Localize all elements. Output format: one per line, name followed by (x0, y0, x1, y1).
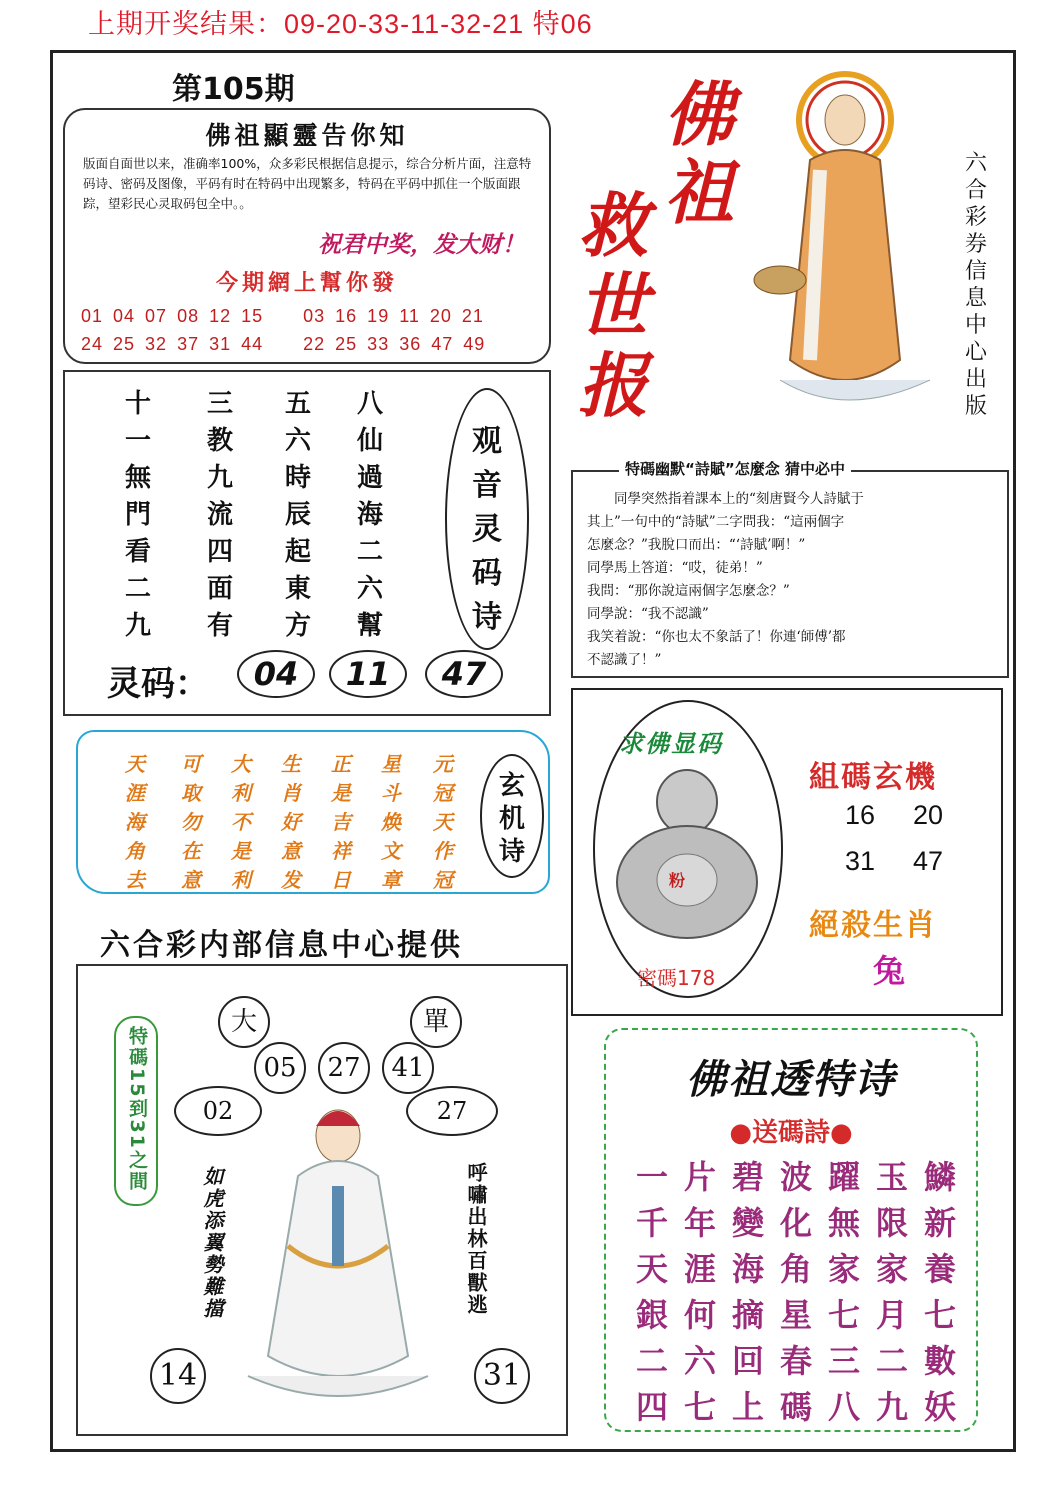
poem-column: 五 六 時 辰 起 東 方 (284, 389, 311, 641)
humor-panel (571, 460, 1009, 678)
main-title-2: 救 世 报 (578, 184, 648, 427)
dan-circle: 單 (410, 996, 462, 1048)
laughing-buddha-oval (593, 700, 783, 998)
provider-text: 六合彩内部信息中心提供 (100, 928, 463, 963)
main-title-1: 佛 祖 (664, 73, 734, 234)
top-number: 41 (382, 1042, 434, 1094)
humor-line: 同學突然指着課本上的“刻唐賢今人詩賦于 (614, 491, 864, 507)
zuma-number: 16 (845, 800, 876, 830)
xuanji-title: 玄 机 诗 (498, 771, 525, 867)
bottom-left-number: 14 (150, 1348, 206, 1404)
top-number: 27 (318, 1042, 370, 1094)
xuanji-column: 星 斗 焕 文 章 (381, 752, 401, 892)
humor-line: 其上”一句中的“詩賦”二字問我：“這兩個字 (587, 514, 845, 530)
jue-value: 兔 (873, 952, 906, 990)
bottom-right-number: 31 (474, 1348, 530, 1404)
buddha-figure (740, 60, 950, 420)
guanyin-panel (76, 964, 568, 1436)
left-poem: 如虎添翼勢難擋 (200, 1166, 224, 1320)
number-row-2: 24 25 32 37 31 44 22 25 33 36 47 49 (81, 334, 486, 354)
xuanji-column: 大 利 不 是 利 (231, 752, 251, 892)
zuma-number: 31 (845, 846, 876, 876)
poem-column: 三 教 九 流 四 面 有 (206, 389, 233, 641)
xuanji-column: 元 冠 天 作 冠 (433, 752, 453, 892)
buddha-title: 求佛显码 (619, 730, 723, 758)
humor-line: 同學說：“我不認識” (587, 606, 709, 622)
right-poem: 呼嘯出林百獸逃 (464, 1162, 488, 1316)
zuma-panel (571, 688, 1003, 1016)
svg-text:粉: 粉 (669, 871, 686, 890)
xuanji-column: 生 肖 好 意 发 (281, 752, 301, 892)
previous-result: 上期开奖结果：09-20-33-11-32-21 特06 (88, 9, 593, 39)
xuanji-panel (76, 730, 550, 894)
intro-slogan: 祝君中奖，发大财！ (318, 232, 525, 258)
xuanji-title-oval (480, 754, 544, 878)
humor-body (587, 488, 997, 672)
xuanji-column: 可 取 勿 在 意 (181, 752, 201, 892)
poem-column: 八 仙 過 海 二 六 幫 (356, 389, 383, 641)
poem2-subtitle: ●送碼詩● (729, 1118, 853, 1148)
poem2-column: 波 化 角 星 春 碼 (779, 1158, 812, 1426)
poem-title: 观 音 灵 码 诗 (472, 424, 502, 635)
zuma-title: 組碼玄機 (809, 760, 937, 795)
xuanji-column: 正 是 吉 祥 日 (331, 752, 351, 892)
lingma-number: 04 (237, 650, 315, 698)
mima-text: 密碼178 (637, 966, 716, 990)
humor-line: 我笑着說：“你也太不象話了！你連‘師傅’都 (587, 629, 846, 645)
number-row-1: 01 04 07 08 12 15 03 16 19 11 20 21 (81, 306, 484, 326)
humor-line: 我問：“那你說這兩個字怎麼念？” (587, 583, 790, 599)
poem2-column: 玉 限 家 月 二 九 (875, 1158, 908, 1426)
tema-range-badge (114, 1016, 158, 1206)
xuanji-column: 天 涯 海 角 去 (125, 752, 145, 892)
tema-range-text: 特碼15到31之間 (126, 1026, 148, 1192)
left-oval-number: 02 (174, 1086, 262, 1136)
poem2-column: 鱗 新 養 七 數 妖 (923, 1158, 956, 1426)
laughing-buddha-icon (607, 762, 767, 942)
zuma-number: 47 (913, 846, 944, 876)
intro-body: 版面自面世以来，准确率100%，众多彩民根据信息提示，综合分析片面，注意特码诗、密码及图像，平码有时在特码中出现繁多，特码在平码中抓住一个版面跟踪，望彩民心灵取码包全中。。 (83, 156, 532, 211)
humor-title: 特碼幽默“詩賦”怎麼念 猜中必中 (619, 458, 851, 479)
lingma-label: 灵码： (107, 664, 209, 704)
da-circle: 大 (218, 996, 270, 1048)
guanyin-figure (228, 1096, 448, 1416)
humor-line: 怎麼念？”我脫口而出：“‘詩賦’啊！” (587, 537, 806, 553)
right-oval-number: 27 (406, 1086, 498, 1136)
issue-number: 第105期 (172, 72, 295, 107)
poem2-column: 躍 無 家 七 三 八 (827, 1158, 860, 1426)
humor-line: 不認識了！” (587, 652, 662, 668)
poem-title-oval (445, 388, 529, 650)
intro-title: 佛祖顯靈告你知 (205, 121, 409, 150)
top-number: 05 (254, 1042, 306, 1094)
song-ma-poem-panel (604, 1028, 978, 1432)
zuma-number: 20 (913, 800, 944, 830)
poem2-column: 一 千 天 銀 二 四 (635, 1158, 668, 1426)
jue-title: 絕殺生肖 (809, 908, 937, 943)
poem-column: 十 一 無 門 看 二 九 (124, 389, 151, 641)
publisher-text: 六 合 彩 券 信 息 中 心 出 版 (964, 151, 987, 419)
poem2-column: 片 年 涯 何 六 七 (683, 1158, 716, 1426)
guanyin-poem-panel (63, 370, 551, 716)
intro-panel (63, 108, 551, 364)
lingma-number: 11 (329, 650, 407, 698)
lingma-number: 47 (425, 650, 503, 698)
humor-line: 同學馬上答道：“哎，徒弟！” (587, 560, 763, 576)
intro-hint: 今期網上幫你發 (215, 270, 398, 296)
poem2-title: 佛祖透特诗 (686, 1056, 896, 1103)
poem2-column: 碧 變 海 摘 回 上 (731, 1158, 764, 1426)
